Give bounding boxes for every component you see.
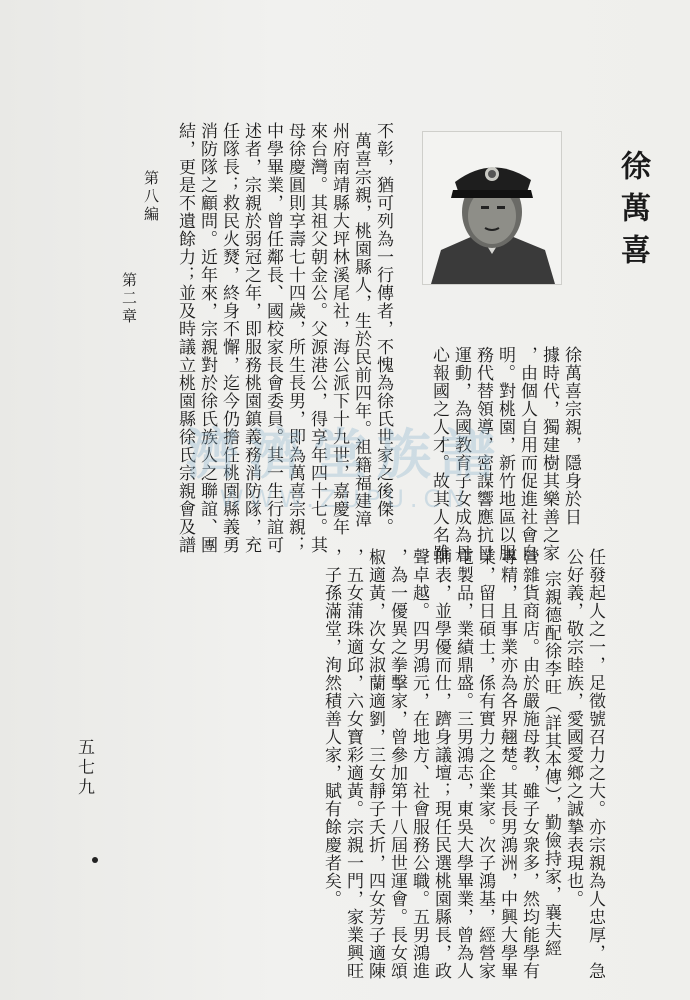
portrait-photo [422, 131, 562, 285]
lower-col-4: 營雜貨商店。由於嚴施母教，雖子女衆多，然均能學有 [519, 548, 539, 980]
lower-col-13: ，子孫滿堂，洵然積善人家，賦有餘慶者矣。 [321, 548, 341, 908]
lower-col-8: 師表，並學優而仕，躋身議壇；現任民選桃園縣長，政 [431, 548, 451, 980]
lower-col-6: 業，留日碩士，係有實力之企業家。次子鴻基，經營家 [475, 548, 495, 980]
lower-col-12: ，五女蒲珠適邱，六女寶彩適黃。宗親一門，家業興旺 [343, 548, 363, 980]
lower-col-9: 聲卓越。四男鴻元，在地方、社會服務公職。五男鴻進 [409, 548, 429, 980]
footer-chapter: 第二章 [120, 272, 138, 326]
upper-left-col-4: 來台灣。其祖父朝金公。父源港公，得享年四十七。其 [307, 122, 327, 554]
lower-col-1: 任發起人之一，足徵號召力之大。亦宗親為人忠厚，急 [585, 548, 605, 980]
upper-right-col-3: ，由個人自用而促進社會自 [517, 346, 537, 562]
watermark [0, 412, 690, 513]
lower-col-2: 公好義，敬宗睦族，愛國愛鄉之誠摯表現也。 [563, 548, 583, 908]
upper-left-col-10: 結，更是不遺餘力；並及時議立桃園縣徐氏宗親會及譜 [175, 122, 195, 554]
lower-col-3: 宗親德配徐李旺（詳其本傳），勤儉持家，襄夫經 [541, 570, 561, 958]
upper-right-col-6: 運動，為國教育子女成為丹 [451, 346, 471, 562]
lower-col-11: 椒適黃，次女淑蘭適劉，三女靜子夭折，四女芳子適陳 [365, 548, 385, 980]
page-number: 五七九 [74, 738, 94, 798]
lower-col-10: ，為一優異之拳擊家，曾參加第十八屆世運會。長女頌 [387, 548, 407, 980]
watermark-main: 濟濟堂族譜 [185, 423, 505, 486]
portrait-illustration [423, 132, 561, 284]
lower-col-5: 專精，且事業亦為各界翹楚。其長男鴻洲，中興大學畢 [497, 548, 517, 980]
ink-dot [92, 857, 98, 863]
upper-left-col-3: 州府南靖縣大坪林溪尾社，海公派下十九世，嘉慶年 [329, 122, 349, 536]
upper-right-col-7: 心報國之人才。故其人名雖 [429, 346, 449, 562]
upper-left-col-9: 消防隊之顧問。近年來，宗親對於徐氏族人之聯誼、團 [197, 122, 217, 554]
upper-left-col-8: 任隊長；救民火燹，終身不懈，迄今仍擔任桃園縣義勇 [219, 122, 239, 554]
upper-left-col-6: 中學畢業，曾任鄰長、國校家長會委員。其一生行誼可 [263, 122, 283, 554]
upper-left-col-7: 述者，宗親於弱冠之年，即服務桃園鎮義務消防隊，充 [241, 122, 261, 554]
upper-left-col-5: 母徐慶圓則享壽七十四歲，所生長男，即為萬喜宗親； [285, 122, 305, 554]
upper-right-col-1: 徐萬喜宗親，隱身於日 [561, 346, 581, 526]
upper-right-col-5: 務代替領導，密謀響應抗日 [473, 346, 493, 562]
upper-right-col-2: 據時代，獨建樹其樂善之家 [539, 346, 559, 562]
watermark-url: WWW.ZUPU.CN [219, 485, 471, 513]
lower-col-7: 電製品，業績鼎盛。三男鴻志，東吳大學畢業，曾為人 [453, 548, 473, 980]
upper-left-col-2: 萬喜宗親，桃園縣人，生於民前四年。祖籍福建漳 [351, 132, 371, 528]
page-title: 徐萬喜 [615, 150, 650, 276]
upper-right-col-4: 明。對桃園，新竹地區以服 [495, 346, 515, 562]
footer-section: 第八編 [142, 170, 160, 224]
upper-left-col-1: 不彰，猶可列為一行傳者，不愧為徐氏世家之後傑。 [373, 122, 393, 536]
